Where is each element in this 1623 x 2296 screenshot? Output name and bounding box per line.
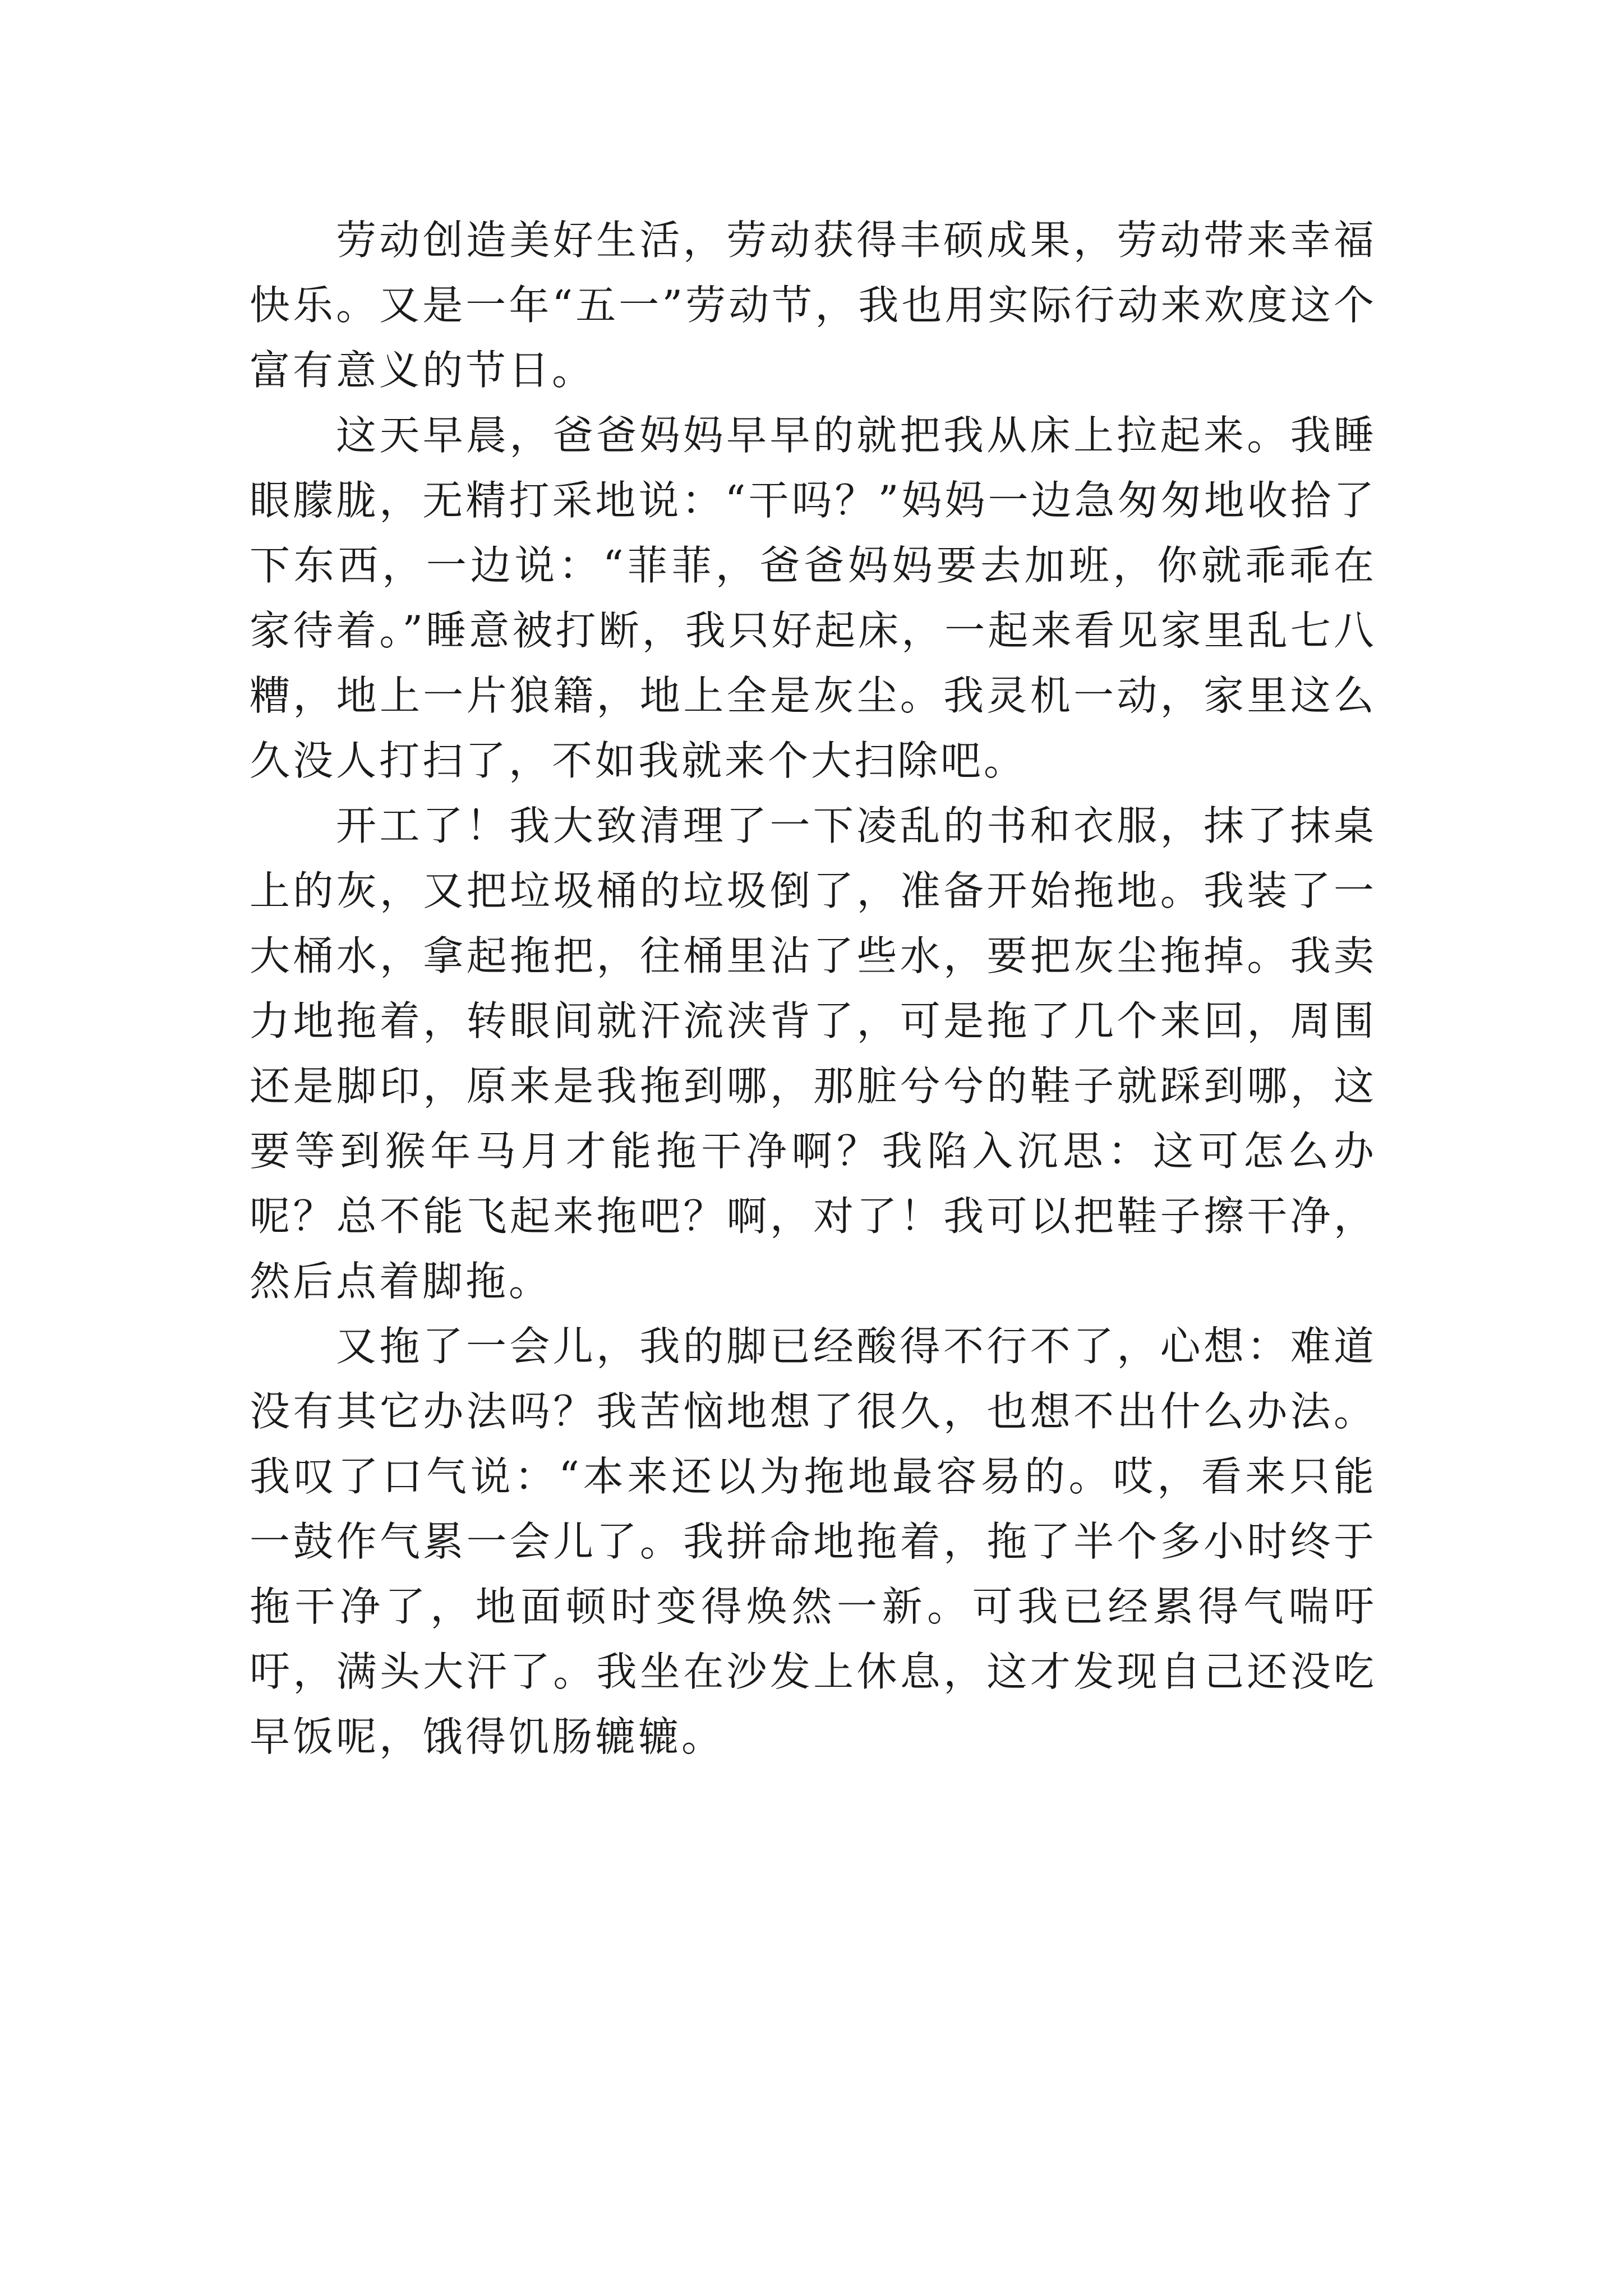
essay-body: [250, 208, 1377, 1769]
paragraph-1: 劳动创造美好生活，劳动获得丰硕成果，劳动带来幸福快乐。又是一年“五一”劳动节，我也用实际行动来欢度这个富有意义的节日。: [250, 217, 1377, 394]
paragraph-2: 这天早晨，爸爸妈妈早早的就把我从床上拉起来。我睡眼朦胧，无精打采地说：“干吗？”妈妈一边急匆匆地收拾了下东西，一边说：“菲菲，爸爸妈妈要去加班，你就乖乖在家待着。”睡意被打断，我只好起床，一起来看见家里乱七八糟，地上一片狼籍，地上全是灰尘。我灵机一动，家里这么久没人打扫了，不如我就来个大扫除吧。: [250, 412, 1377, 784]
paragraph-4: 又拖了一会儿，我的脚已经酸得不行不了，心想：难道没有其它办法吗？我苦恼地想了很久，也想不出什么办法。我叹了口气说：“本来还以为拖地最容易的。哎，看来只能一鼓作气累一会儿了。我拼命地拖着，拖了半个多小时终于拖干净了，地面顿时变得焕然一新。可我已经累得气喘吁吁，满头大汗了。我坐在沙发上休息，这才发现自己还没吃早饭呢，饿得饥肠辘辘。: [250, 1323, 1377, 1760]
paragraph-3: 开工了！我大致清理了一下凌乱的书和衣服，抹了抹桌上的灰，又把垃圾桶的垃圾倒了，准备开始拖地。我装了一大桶水，拿起拖把，往桶里沾了些水，要把灰尘拖掉。我卖力地拖着，转眼间就汗流浃背了，可是拖了几个来回，周围还是脚印，原来是我拖到哪，那脏兮兮的鞋子就踩到哪，这要等到猴年马月才能拖干净啊？我陷入沉思：这可怎么办呢？总不能飞起来拖吧？啊，对了！我可以把鞋子擦干净，然后点着脚拖。: [250, 802, 1377, 1305]
